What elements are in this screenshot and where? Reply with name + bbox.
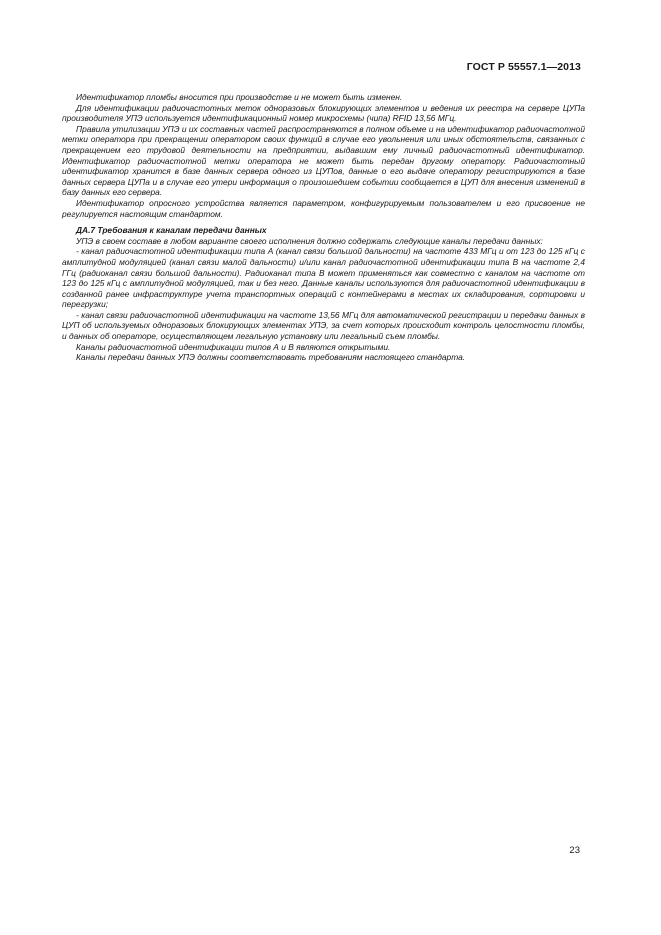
- paragraph: Идентификатор пломбы вносится при производстве и не может быть изменен.: [76, 92, 403, 102]
- page-number: 23: [569, 845, 580, 856]
- list-item: - канал радиочастотной идентификации типа А (канал связи большой дальности) на частоте 433 МГц и от 123 до 125 кГц с амплитудной модуляцией (канал связи малой дальности) и/или канал радиочастотной идентификации типа В на частоте 2,4 ГГц (радиоканал связи большой дальности). Радиоканал типа В может применяться как совместно с каналом на частоте от 123 до 125 кГц с амплитудной модуляцией, так и без него. Данные каналы используются для радиочастотной идентификации в созданной ранее инфраструктуре учета транспортных операций с контейнерами в местах их складирования, сортировки и перегрузки;: [62, 246, 585, 310]
- paragraph: Каналы передачи данных УПЭ должны соответствовать требованиям настоящего стандарта.: [76, 352, 466, 363]
- paragraph: Каналы радиочастотной идентификации типов А и В являются открытыми.: [76, 341, 391, 352]
- paragraph: УПЭ в своем составе в любом варианте своего исполнения должно содержать следующие каналы передачи данных:: [76, 235, 543, 246]
- document-body: [62, 92, 585, 363]
- document-id: ГОСТ Р 55557.1—2013: [466, 61, 581, 73]
- list-item: - канал связи радиочастотной идентификации на частоте 13,56 МГц для автоматической регистрации и передачи данных в ЦУП об используемых одноразовых блокирующих элементах УПЭ, за счет которых происходит контроль целостности пломбы, и данных об операторе, осуществляющем легальную установку или легальный съем пломбы.: [62, 309, 585, 342]
- paragraph: Для идентификации радиочастотных меток одноразовых блокирующих элементов и ведения их реестра на сервере ЦУПа производителя УПЭ используется идентификационный номер микросхемы (чипа) RFID 13,56 МГц.: [62, 102, 585, 124]
- section-title: ДА.7 Требования к каналам передачи данных: [76, 225, 267, 236]
- paragraph: Правила утилизации УПЭ и их составных частей распространяются в полном объеме и на идентификатор радиочастотной метки оператора при прекращении оператором своих функций в случае его увольнения или иных обстоятельств, связанных с прекращением его трудовой деятельности на предприятии, выдавшим ему личный радиочастотный идентификатор. Идентификатор радиочастотной метки оператора не может быть передан другому оператору. Радиочастотный идентификатор хранится в базе данных сервера одного из ЦУПов, данные о его выдаче оператору регистрируются в базе данных сервера ЦУПа и в случае его утери информация о произошедшем событии сообщается в ЦУП для внесения изменений в базу данных его сервера.: [62, 123, 585, 198]
- paragraph: Идентификатор опросного устройства является параметром, конфигурируемым пользователем и его присвоение не регулируется настоящим стандартом.: [62, 197, 585, 219]
